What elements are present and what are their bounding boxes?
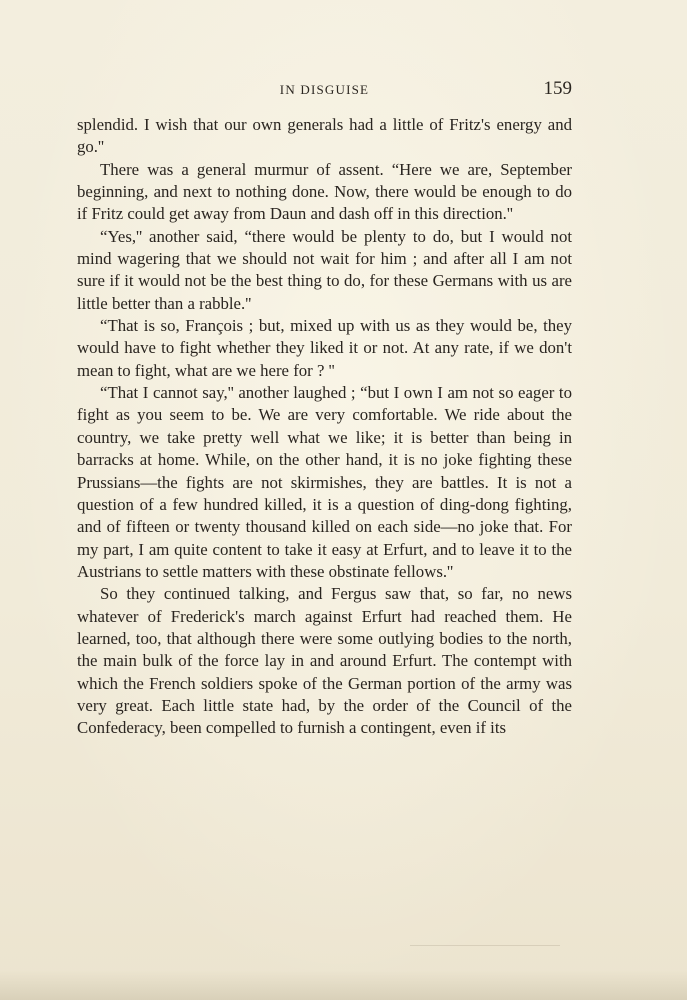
page-mark bbox=[410, 945, 560, 946]
paragraph-5: “That I cannot say,'' another laughed ; “but I own I am not so eager to fight as you seem to be. We are very comfortable. We ride about the country, we take pretty well what we like; it is better than being in barracks at home. While, on the other hand, it is no joke fighting these Prussians—the fights are not skirmishes, they are battles. It is not a question of a few hundred killed, it is a question of ding-dong fighting, and of fifteen or twenty thousand killed on each side—no joke that. For my part, I am quite content to take it easy at Erfurt, and to leave it to the Austrians to settle matters with these obstinate fellows.'' bbox=[77, 383, 572, 581]
running-head: IN DISGUISE bbox=[279, 82, 370, 97]
paragraph-6: So they continued talking, and Fergus saw that, so far, no news whatever of Frederick's march against Erfurt had reached them. He learned, too, that although there were some outlying bodies to the north, the main bulk of the force lay in and around Erfurt. The contempt with which the French soldiers spoke of the German portion of the army was very great. Each little state had, by the order of the Council of the Confederacy, been compelled to furnish a contingent, even if its bbox=[77, 584, 572, 738]
page-edge-shadow bbox=[0, 970, 687, 1000]
paragraph-2: There was a general murmur of assent. “Here we are, September beginning, and next to nothing done. Now, there would be enough to do if Fritz could get away from Daun and dash off in this direction.'' bbox=[77, 159, 572, 224]
body-text bbox=[77, 114, 572, 740]
page-header bbox=[77, 78, 572, 102]
paragraph-1: splendid. I wish that our own generals had a little of Fritz's energy and go.'' bbox=[77, 115, 572, 157]
paragraph-4: “That is so, François ; but, mixed up with us as they would be, they would have to fight whether they liked it or not. At any rate, if we don't mean to fight, what are we here for ? '' bbox=[77, 316, 572, 380]
page-number: 159 bbox=[543, 78, 572, 99]
paragraph-3: “Yes,'' another said, “there would be plenty to do, but I would not mind wagering that we should not wait for him ; and after all I am not sure if it would not be the best thing to do, for these Germans with us are little better than a rabble.'' bbox=[77, 226, 572, 313]
